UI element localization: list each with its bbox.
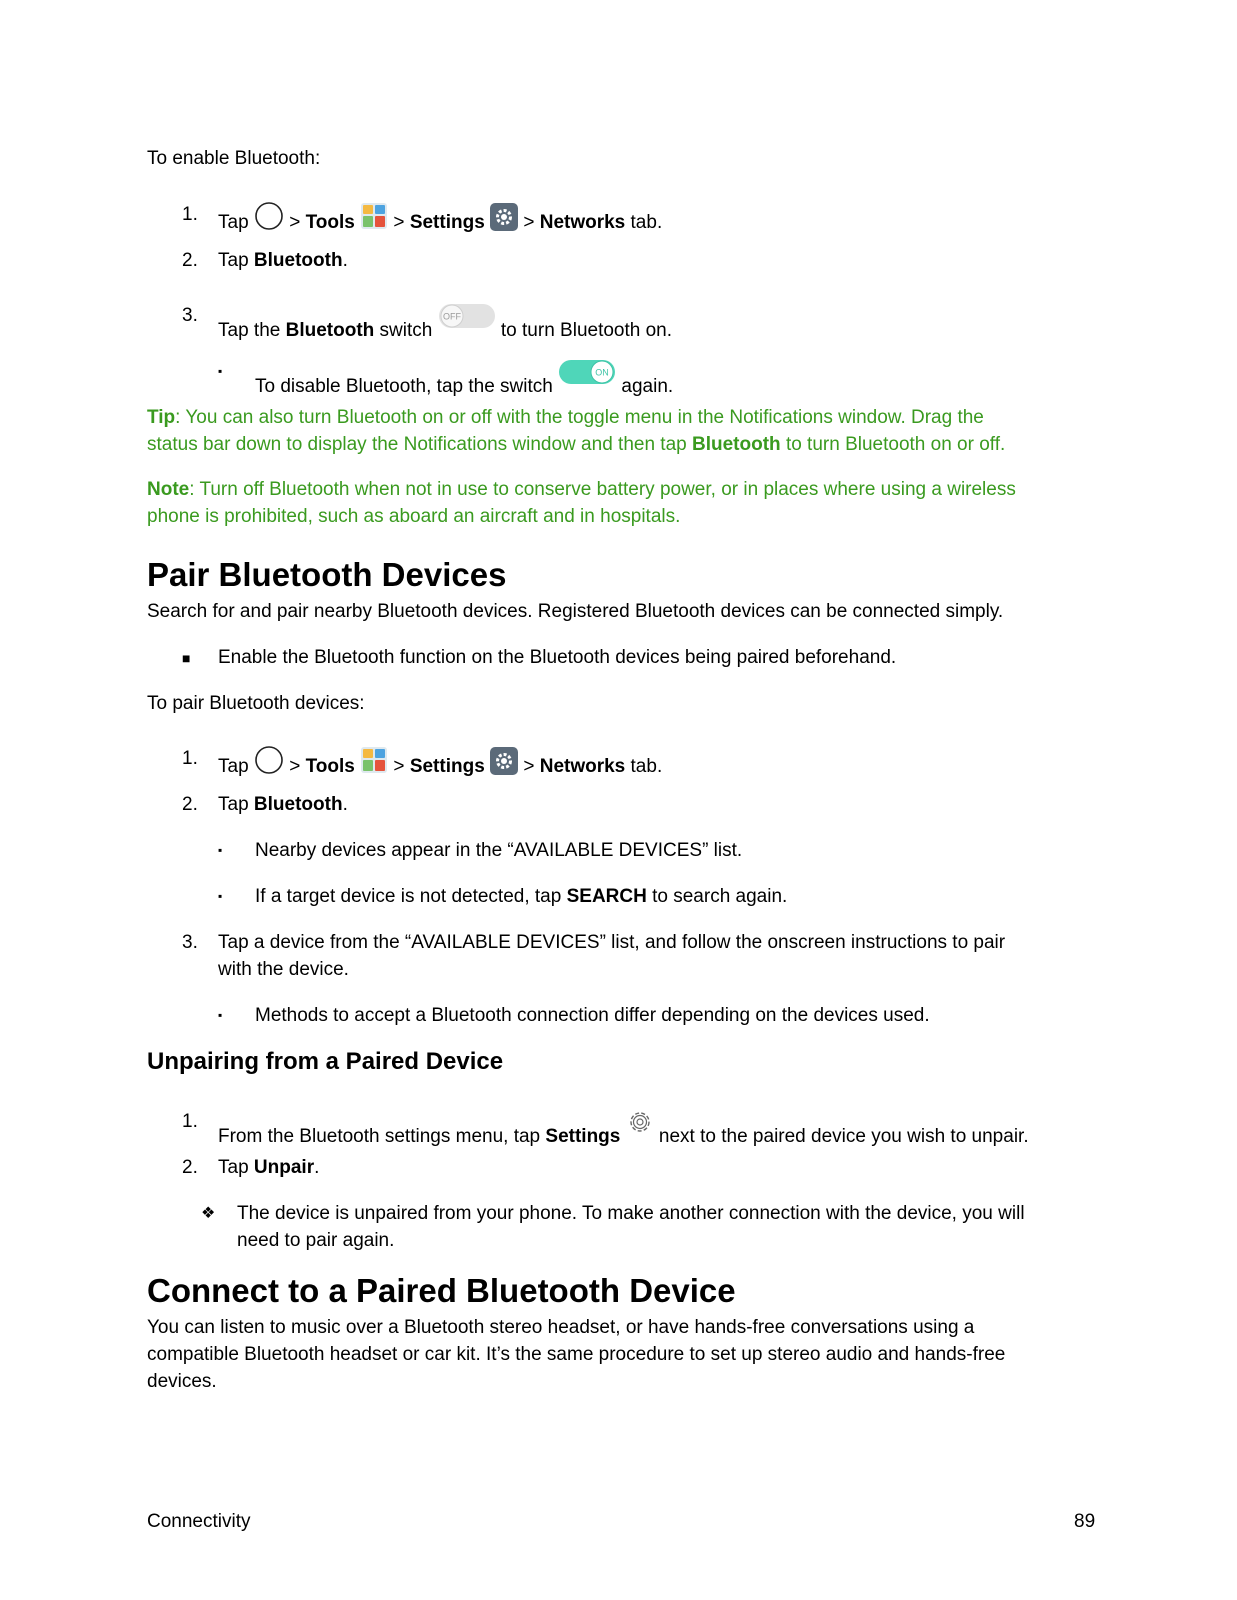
unpair-step-2: Tap Unpair. [218,1157,320,1178]
settings-gear-icon [490,747,518,783]
section-heading-connect: Connect to a Paired Bluetooth Device [147,1272,736,1309]
square-bullet-icon: ■ [182,650,191,666]
result-diamond-icon: ❖ [201,1205,216,1222]
enable-intro: To enable Bluetooth: [147,148,321,169]
step-number: 2. [182,794,198,815]
home-circle-icon [254,745,284,783]
step-number: 2. [182,1157,198,1178]
bullet-icon: ▪ [218,364,223,378]
pair-step-1: Tap > Tools > Settings > Networks tab. [218,745,662,783]
section-heading-pair: Pair Bluetooth Devices [147,556,507,593]
pair-step-2: Tap Bluetooth. [218,794,348,815]
pair-sub-bullet-2: If a target device is not detected, tap SEARCH to search again. [255,886,788,907]
tools-folder-icon [360,201,388,239]
switch-off-label: OFF [442,311,461,322]
pair-intro: To pair Bluetooth devices: [147,693,365,714]
enable-step-2: Tap Bluetooth. [218,250,348,271]
bullet-icon: ▪ [218,889,223,903]
pair-sub-bullet-3: Methods to accept a Bluetooth connection differ depending on the devices used. [255,1005,930,1026]
tools-folder-icon [360,745,388,783]
step-number: 1. [182,1111,198,1132]
switch-off-icon [438,302,496,338]
pair-sub-bullet-1: Nearby devices appear in the “AVAILABLE DEVICES” list. [255,840,743,861]
enable-step-3: Tap the Bluetooth switch OFF to turn Bluetooth on. [218,302,672,344]
pair-description: Search for and pair nearby Bluetooth devices. Registered Bluetooth devices can be connected simply. [147,601,1004,622]
settings-outline-gear-icon [626,1108,654,1144]
enable-sub-bullet: To disable Bluetooth, tap the switch ON again. [255,358,673,400]
bullet-icon: ▪ [218,843,223,857]
unpair-result: The device is unpaired from your phone. To make another connection with the device, you will need to pair again. [237,1203,1025,1251]
home-circle-icon [254,201,284,239]
step-number: 1. [182,204,198,225]
step-number: 3. [182,305,198,326]
step-number: 2. [182,250,198,271]
tip-paragraph: Tip: You can also turn Bluetooth on or off with the toggle menu in the Notifications window. Drag the status bar down to display the Notifications window and then tap Bluetooth to turn Bluetooth on or off. [147,407,1006,455]
subsection-heading-unpair: Unpairing from a Paired Device [147,1048,504,1075]
step-number: 3. [182,932,198,953]
switch-on-label: ON [595,367,609,378]
step-number: 1. [182,748,198,769]
note-paragraph: Note: Turn off Bluetooth when not in use to conserve battery power, or in places where using a wireless phone is prohibited, such as aboard an aircraft and in hospitals. [147,479,1016,527]
enable-step-1: Tap > Tools > Settings > Networks tab. [218,201,662,239]
settings-gear-icon [490,203,518,239]
pair-step-3: Tap a device from the “AVAILABLE DEVICES” list, and follow the onscreen instructions to pair with the device. [218,932,1006,980]
pair-prereq: Enable the Bluetooth function on the Bluetooth devices being paired beforehand. [218,647,897,668]
footer-page-number: 89 [1074,1511,1096,1532]
footer-section-name: Connectivity [147,1511,251,1532]
bullet-icon: ▪ [218,1008,223,1022]
connect-paragraph: You can listen to music over a Bluetooth stereo headset, or have hands-free conversations using a compatible Bluetooth headset or car kit. It’s the same procedure to set up stereo audio and hands-free devices. [147,1317,1006,1392]
switch-on-icon [558,358,616,394]
unpair-step-1: From the Bluetooth settings menu, tap Settings next to the paired device you wish to unpair. [218,1108,1029,1150]
